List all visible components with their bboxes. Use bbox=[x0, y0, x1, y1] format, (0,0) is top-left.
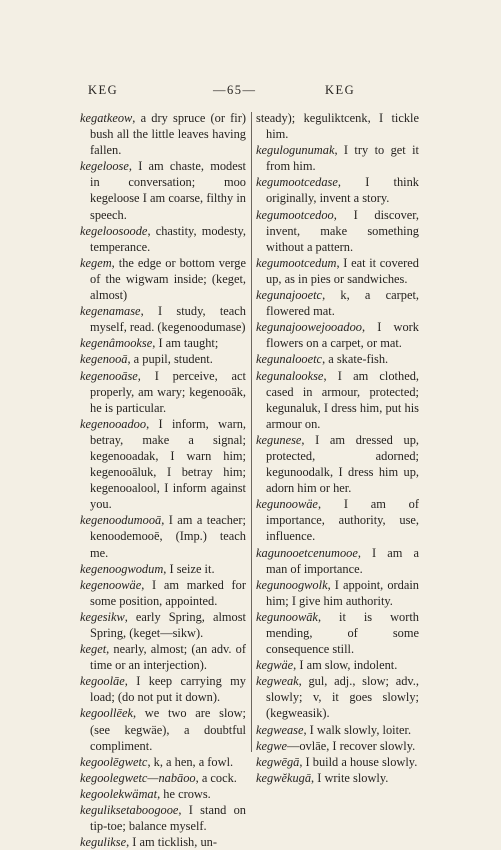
entry-definition: , I am a man of importance. bbox=[266, 545, 419, 576]
dictionary-entry bbox=[256, 432, 419, 496]
dictionary-entry bbox=[256, 577, 419, 609]
entry-headword: kegwease bbox=[256, 722, 304, 737]
dictionary-entry bbox=[80, 802, 246, 834]
entry-definition: , a dry spruce (or fir) bush all the little leaves having fallen. bbox=[90, 111, 246, 158]
entry-headword: kegwe bbox=[256, 738, 287, 753]
dictionary-entry bbox=[80, 577, 246, 609]
entry-definition: , a skate-fish. bbox=[322, 352, 389, 367]
dictionary-entry bbox=[80, 335, 246, 351]
entry-definition: , I perceive, act properly, am wary; kegenooāk, he is particular. bbox=[90, 368, 246, 415]
entry-headword: kagunooetcenumooe bbox=[256, 545, 358, 560]
dictionary-entry bbox=[256, 207, 419, 255]
column-divider bbox=[251, 112, 252, 752]
entry-definition: , I study, teach myself, read. (kegenoodumase) bbox=[90, 304, 246, 335]
entry-headword: kegunajoowejooadoo bbox=[256, 320, 362, 335]
entry-definition: steady); keguliktcenk, I tickle him. bbox=[256, 111, 419, 142]
dictionary-entry bbox=[80, 368, 246, 416]
entry-definition: , I think originally, invent a story. bbox=[266, 175, 419, 206]
dictionary-entry bbox=[256, 319, 419, 351]
entry-headword: kegenamase bbox=[80, 304, 141, 319]
entry-definition: , I am a teacher; kenoodemooē, (Imp.) teach me. bbox=[90, 513, 246, 560]
dictionary-entry bbox=[80, 561, 246, 577]
entry-definition: —ovlāe, I recover slowly. bbox=[286, 738, 416, 753]
entry-definition: , early Spring, almost Spring, (keget—sikw). bbox=[90, 609, 246, 640]
dictionary-entry bbox=[256, 673, 419, 721]
dictionary-entry bbox=[256, 754, 419, 770]
dictionary-entry bbox=[80, 834, 246, 850]
entry-headword: kegenoogwodum bbox=[80, 561, 164, 576]
entry-definition: , I am slow, indolent. bbox=[293, 658, 398, 673]
entry-headword: kegoollēek bbox=[80, 706, 133, 721]
entry-headword: kegunese bbox=[256, 432, 302, 447]
entry-headword: kegenoodumooā bbox=[80, 513, 162, 528]
entry-definition: , I discover, invent, make something without a pattern. bbox=[266, 207, 419, 254]
entry-headword: keget bbox=[80, 642, 107, 657]
entry-definition: , I inform, warn, betray, make a signal; kegenooadak, I warn him; kegenooāluk, I betray him; kegenooalool, I inform against you. bbox=[90, 416, 246, 512]
entry-definition: , I keep carrying my load; (do not put it down). bbox=[90, 674, 246, 705]
entry-definition: , the edge or bottom verge of the wigwam inside; (keget, almost) bbox=[90, 255, 246, 303]
right-column bbox=[256, 110, 419, 786]
entry-headword: kegenooadoo bbox=[80, 416, 147, 431]
entry-headword: kegeloosoode bbox=[80, 223, 148, 238]
entry-definition: , I stand on tip-toe; balance myself. bbox=[90, 803, 246, 834]
entry-headword: kegenooāse bbox=[80, 368, 138, 383]
entry-definition: , a pupil, student. bbox=[127, 352, 213, 367]
entry-headword: kegenoowäe bbox=[80, 577, 142, 592]
entry-headword: kegwĕkugā bbox=[256, 770, 312, 785]
entry-definition: , I try to get it from him. bbox=[266, 143, 419, 174]
entry-definition: , I am dressed up, protected, adorned; kegunoodalk, I dress him up, adorn him or her. bbox=[266, 432, 419, 496]
entry-definition: , gul, adj., slow; adv., slowly; v, it goes slowly; (kegweasik). bbox=[266, 674, 419, 721]
entry-definition: , we two are slow; (see kegwäe), a doubtful compliment. bbox=[90, 706, 246, 753]
page-header bbox=[0, 83, 501, 101]
entry-headword: kegunoogwolk bbox=[256, 577, 328, 592]
entry-headword: kegunajooetc bbox=[256, 288, 323, 303]
dictionary-entry bbox=[80, 754, 246, 770]
left-column bbox=[80, 110, 246, 850]
running-head-right: KEG bbox=[325, 83, 356, 97]
dictionary-entry bbox=[80, 303, 246, 335]
entry-headword: kegunoowāk bbox=[256, 609, 318, 624]
entry-definition: , I am ticklish, un- bbox=[126, 835, 217, 850]
entry-definition: , I appoint, ordain him; I give him authority. bbox=[266, 577, 419, 608]
dictionary-entry bbox=[80, 110, 246, 158]
entry-headword: kegwēgā bbox=[256, 754, 300, 769]
entry-definition: , chastity, modesty, temperance. bbox=[90, 223, 246, 254]
dictionary-entry bbox=[256, 287, 419, 319]
dictionary-entry bbox=[80, 223, 246, 255]
entry-headword: kegunoowäe bbox=[256, 497, 318, 512]
entry-headword: kegulogunumak bbox=[256, 143, 335, 158]
entry-headword: kegunalookse bbox=[256, 368, 324, 383]
entry-definition: , I eat it covered up, as in pies or sandwiches. bbox=[266, 255, 419, 286]
entry-definition: , I am chaste, modest in conversation; moo kegeloose I am coarse, filthy in speech. bbox=[90, 159, 246, 222]
entry-definition: , I am taught; bbox=[152, 336, 219, 351]
dictionary-entry bbox=[80, 351, 246, 367]
page-number: —65— bbox=[213, 83, 257, 97]
entry-headword: keguliksetaboogooe bbox=[80, 803, 179, 818]
entry-headword: kegem bbox=[80, 255, 112, 270]
entry-headword: kegwäe bbox=[256, 658, 294, 673]
dictionary-entry bbox=[80, 416, 246, 513]
entry-headword: kegesikw bbox=[80, 609, 125, 624]
dictionary-entry bbox=[256, 255, 419, 287]
entry-headword: kegoolēgwetc bbox=[80, 754, 148, 769]
entry-headword: kegoolāe bbox=[80, 674, 125, 689]
entry-headword: kegumootcedoo bbox=[256, 207, 334, 222]
entry-definition: , k, a carpet, flowered mat. bbox=[266, 288, 419, 319]
entry-headword: kegunalooetc bbox=[256, 352, 323, 367]
entry-headword: kegenooā bbox=[80, 352, 128, 367]
entry-definition: , I write slowly. bbox=[311, 770, 389, 785]
entry-headword: kegweak bbox=[256, 674, 299, 689]
dictionary-entry bbox=[80, 673, 246, 705]
entry-headword: kegoolegwetc—nabāoo bbox=[80, 770, 196, 785]
entry-headword: kegumootcedum bbox=[256, 255, 337, 270]
entry-headword: kegeloose bbox=[80, 159, 129, 174]
entry-definition: , I am clothed, cased in armour, protected; kegunaluk, I dress him, put his armour on. bbox=[266, 368, 419, 431]
dictionary-entry bbox=[256, 351, 419, 367]
entry-definition: , k, a hen, a fowl. bbox=[147, 754, 234, 769]
entry-headword: kegatkeow bbox=[80, 111, 133, 125]
entry-definition: , a cock. bbox=[195, 770, 237, 785]
dictionary-entry bbox=[256, 174, 419, 206]
entry-definition: , he crows. bbox=[157, 786, 211, 801]
entry-definition: , I seize it. bbox=[163, 561, 215, 576]
dictionary-entry bbox=[80, 770, 246, 786]
entry-definition: , I am of importance, authority, use, influence. bbox=[266, 497, 419, 544]
entry-headword: kegumootcedase bbox=[256, 175, 338, 190]
entry-definition: , I am marked for some position, appointed. bbox=[90, 577, 246, 608]
entry-headword: kegenâmookse bbox=[80, 336, 153, 351]
entry-definition: , I build a house slowly. bbox=[299, 754, 418, 769]
running-head-left: KEG bbox=[88, 83, 119, 97]
dictionary-entry bbox=[80, 641, 246, 673]
entry-headword: kegoolekwämat bbox=[80, 786, 158, 801]
dictionary-entry bbox=[256, 496, 419, 544]
dictionary-entry bbox=[80, 705, 246, 753]
dictionary-entry bbox=[256, 770, 419, 786]
dictionary-entry bbox=[256, 142, 419, 174]
dictionary-entry bbox=[256, 738, 419, 754]
entry-definition: , I work flowers on a carpet, or mat. bbox=[266, 320, 419, 351]
dictionary-entry bbox=[80, 512, 246, 560]
dictionary-entry bbox=[256, 368, 419, 432]
dictionary-entry bbox=[256, 609, 419, 657]
dictionary-entry bbox=[256, 110, 419, 142]
dictionary-entry bbox=[80, 609, 246, 641]
entry-headword: kegulikse bbox=[80, 835, 127, 850]
entry-definition: , it is worth mending, of some consequence still. bbox=[266, 609, 419, 657]
entry-definition: , I walk slowly, loiter. bbox=[303, 722, 412, 737]
entry-definition: , nearly, almost; (an adv. of time or an interjection). bbox=[90, 642, 246, 673]
dictionary-entry bbox=[80, 158, 246, 222]
dictionary-entry bbox=[256, 657, 419, 673]
dictionary-entry bbox=[256, 722, 419, 738]
dictionary-entry bbox=[256, 545, 419, 577]
dictionary-entry bbox=[80, 255, 246, 303]
